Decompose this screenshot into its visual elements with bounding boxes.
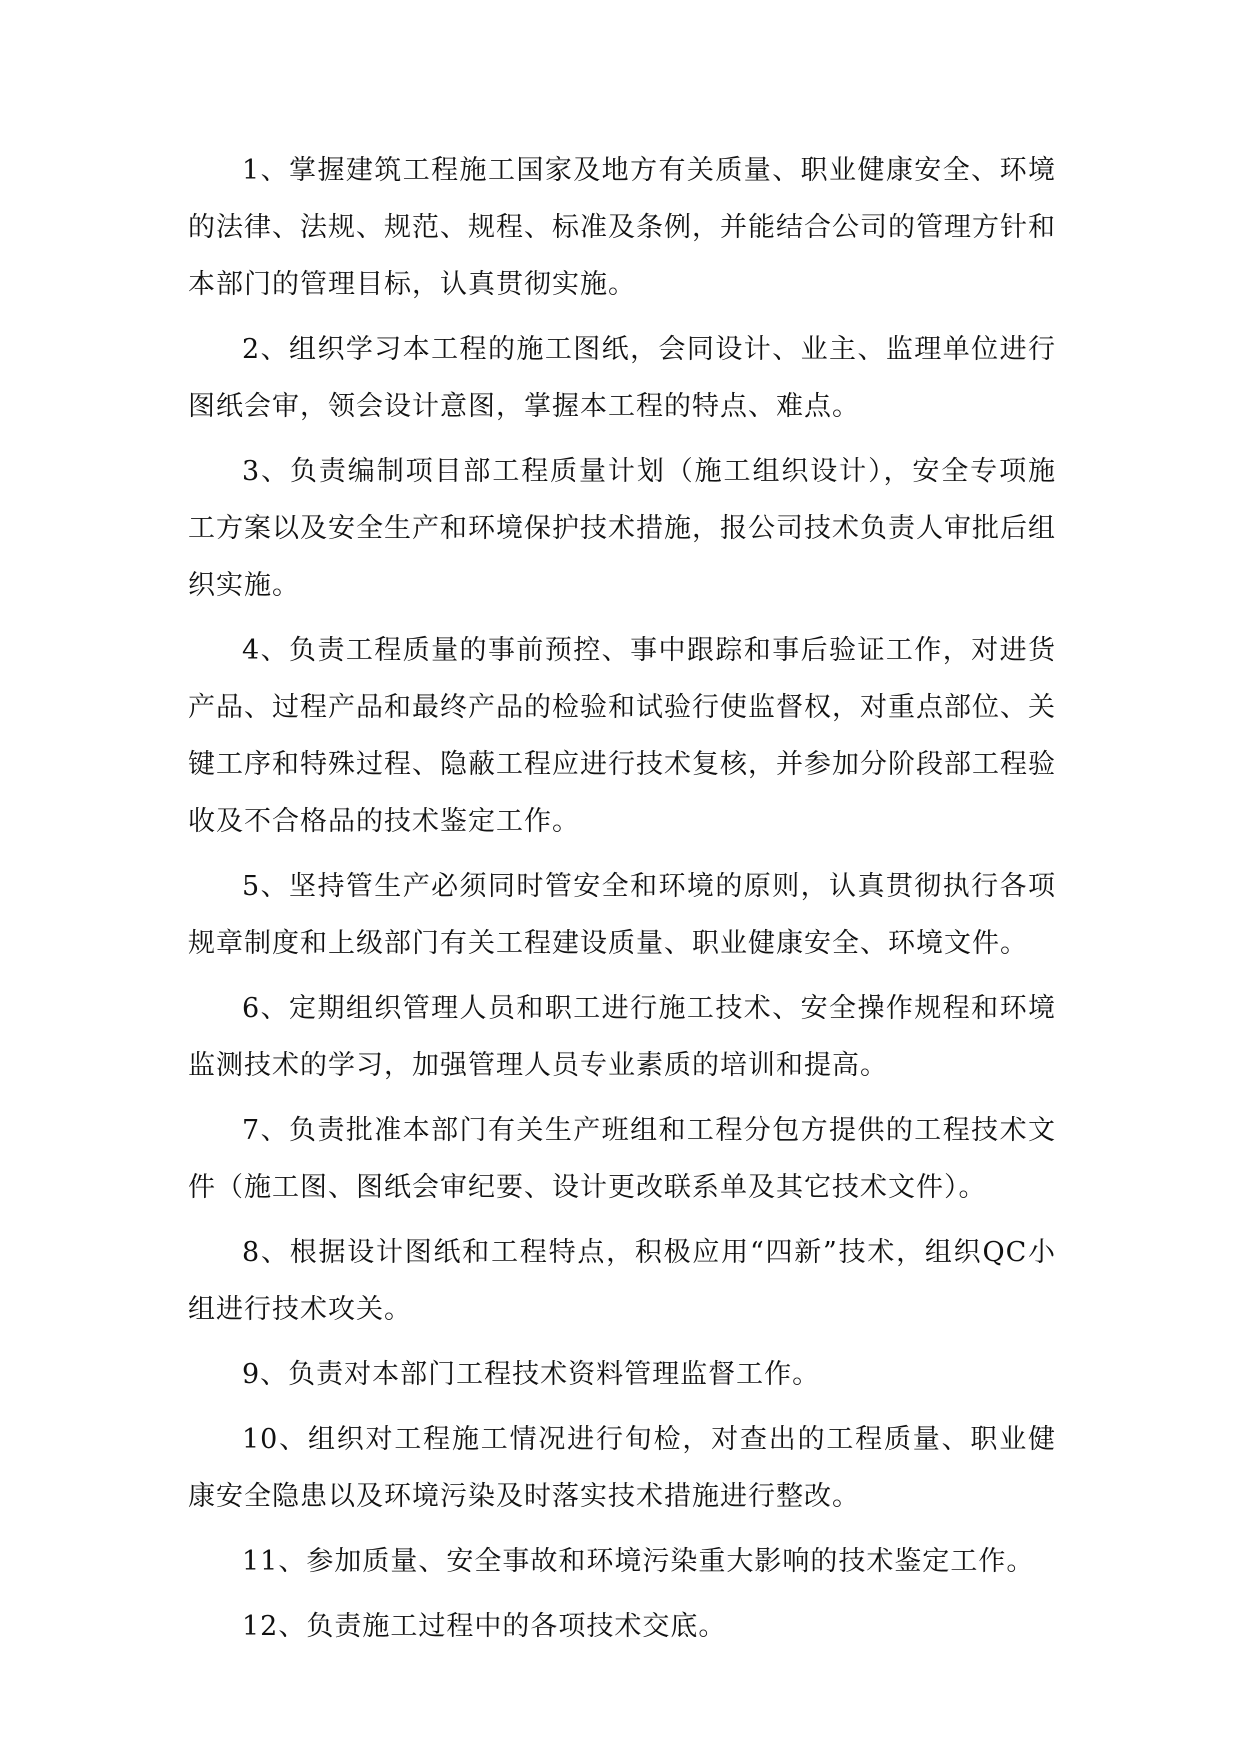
document-body: [188, 142, 1056, 1655]
paragraph-3: 3、负责编制项目部工程质量计划（施工组织设计），安全专项施工方案以及安全生产和环境保护技术措施，报公司技术负责人审批后组织实施。: [188, 456, 1056, 601]
paragraph-12: 12、负责施工过程中的各项技术交底。: [242, 1611, 727, 1642]
paragraph-4: 4、负责工程质量的事前预控、事中跟踪和事后验证工作，对进货产品、过程产品和最终产品的检验和试验行使监督权，对重点部位、关键工序和特殊过程、隐蔽工程应进行技术复核，并参加分阶段部工程验收及不合格品的技术鉴定工作。: [188, 635, 1056, 837]
paragraph-11: 11、参加质量、安全事故和环境污染重大影响的技术鉴定工作。: [242, 1546, 1035, 1577]
paragraph-2: 2、组织学习本工程的施工图纸，会同设计、业主、监理单位进行图纸会审，领会设计意图，掌握本工程的特点、难点。: [188, 334, 1056, 422]
paragraph-9: 9、负责对本部门工程技术资料管理监督工作。: [242, 1359, 821, 1390]
paragraph-7: 7、负责批准本部门有关生产班组和工程分包方提供的工程技术文件（施工图、图纸会审纪要、设计更改联系单及其它技术文件）。: [188, 1115, 1056, 1203]
paragraph-6: 6、定期组织管理人员和职工进行施工技术、安全操作规程和环境监测技术的学习，加强管理人员专业素质的培训和提高。: [188, 993, 1056, 1081]
paragraph-1: 1、掌握建筑工程施工国家及地方有关质量、职业健康安全、环境的法律、法规、规范、规程、标准及条例，并能结合公司的管理方针和本部门的管理目标，认真贯彻实施。: [188, 155, 1056, 300]
paragraph-5: 5、坚持管生产必须同时管安全和环境的原则，认真贯彻执行各项规章制度和上级部门有关工程建设质量、职业健康安全、环境文件。: [188, 871, 1056, 959]
paragraph-8: 8、根据设计图纸和工程特点，积极应用“四新”技术，组织QC小组进行技术攻关。: [188, 1237, 1056, 1325]
paragraph-10: 10、组织对工程施工情况进行旬检，对查出的工程质量、职业健康安全隐患以及环境污染及时落实技术措施进行整改。: [188, 1424, 1056, 1512]
